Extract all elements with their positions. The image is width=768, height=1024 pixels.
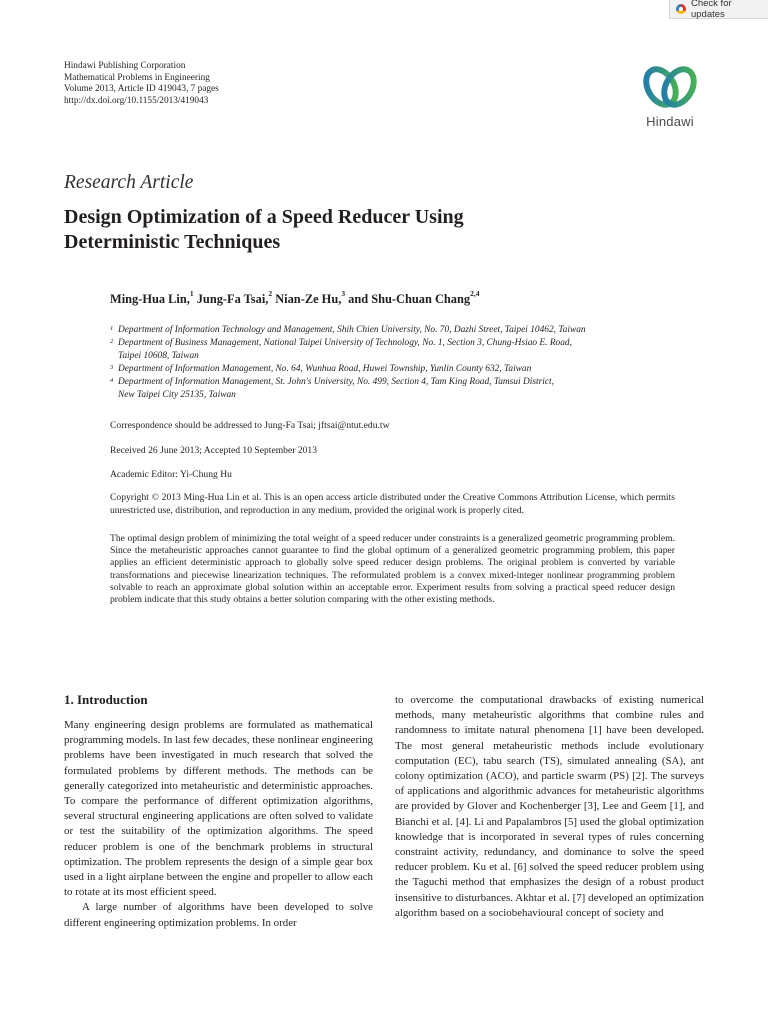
affiliation-text: Department of Information Technology and Management, Shih Chien University, No. 70, Dazhi Street, Taipei 10462, Taiwan bbox=[118, 325, 586, 335]
publisher-line: Hindawi Publishing Corporation bbox=[64, 61, 186, 71]
author-affil-sup: 2,4 bbox=[470, 289, 480, 298]
body-column-right bbox=[395, 693, 704, 921]
affiliation-continuation: New Taipei City 25135, Taiwan bbox=[118, 390, 236, 400]
affiliation-text: Department of Information Management, St. John's University, No. 499, Section 4, Tam King Road, Tamsui District, bbox=[118, 377, 554, 387]
paragraph: A large number of algorithms have been developed to solve different engineering optimization problems. In order bbox=[64, 901, 373, 929]
author-affil-sup: 3 bbox=[341, 289, 346, 298]
paragraph: Many engineering design problems are formulated as mathematical programming models. In last few decades, these nonlinear engineering problems have been investigated in much research that solved the formulated problems by different methods. The methods can be generally categorized into metaheuristic and deterministic approaches. To compare the performance of different optimization algorithms, several structural engineering applications are often solved to validate or test the suitability of the optimization algorithms. The speed reducer problem is one of the benchmark problems in structural optimization. The problem represents the design of a simple gear box used in a light airplane between the engine and propeller to allow each to rotate at its most efficient speed. bbox=[64, 719, 373, 899]
check-for-updates-label: Check for updates bbox=[690, 0, 732, 20]
author-name[interactable]: Jung-Fa Tsai, bbox=[196, 292, 269, 306]
hindawi-logo-icon bbox=[638, 62, 702, 112]
affiliation-number: 3 bbox=[110, 364, 114, 371]
hindawi-logo bbox=[638, 62, 702, 134]
affiliation-item bbox=[110, 376, 670, 389]
author-name[interactable]: Nian-Ze Hu, bbox=[275, 292, 342, 306]
crossmark-icon bbox=[676, 4, 686, 14]
journal-name: Mathematical Problems in Engineering bbox=[64, 72, 210, 83]
section-heading: 1. Introduction bbox=[64, 692, 148, 707]
author-name[interactable]: and Shu-Chuan Chang bbox=[348, 292, 471, 306]
volume-line: Volume 2013, Article ID 419043, 7 pages bbox=[64, 84, 219, 94]
received-line: Received 26 June 2013; Accepted 10 September 2013 bbox=[110, 445, 318, 456]
affiliation-item bbox=[110, 363, 670, 376]
affiliation-number: 1 bbox=[110, 325, 114, 332]
author-name[interactable]: Ming-Hua Lin, bbox=[110, 292, 190, 306]
academic-editor-line: Academic Editor: Yi-Chung Hu bbox=[110, 469, 232, 480]
logo-wordmark: Hindawi bbox=[646, 114, 694, 129]
affiliation-number: 2 bbox=[110, 338, 114, 345]
correspondence-line: Correspondence should be addressed to Jung-Fa Tsai; jftsai@ntut.edu.tw bbox=[110, 420, 390, 431]
affiliation-text: Department of Business Management, National Taipei University of Technology, No. 1, Section 3, Chung-Hsiao E. Road, bbox=[118, 338, 572, 348]
abstract: The optimal design problem of minimizing the total weight of a speed reducer under constraints is a generalized geometric programming problem. Since the metaheuristic approaches cannot guarantee to find the global optimum of a generalized geometric programming problem, this paper applies an efficient deterministic approach to globally solve speed reducer design problems. The original problem is converted by variable transformations and piecewise linearization techniques. The reformulated problem is a convex mixed-integer nonlinear programming problem solvable to reach an approximate global solution within an acceptable error. Experiment results from solving a practical speed reducer design problem indicate that this study obtains a better solution comparing with the other existing methods. bbox=[110, 533, 675, 606]
author-affil-sup: 1 bbox=[189, 289, 194, 298]
affiliation-item bbox=[110, 324, 670, 337]
journal-header bbox=[64, 61, 219, 107]
check-for-updates-button[interactable] bbox=[669, 0, 768, 19]
author-affil-sup: 2 bbox=[268, 289, 273, 298]
copyright-notice: Copyright © 2013 Ming-Hua Lin et al. This is an open access article distributed under the Creative Commons Attribution License, which permits unrestricted use, distribution, and reproduction in any medium, provided the original work is properly cited. bbox=[110, 492, 675, 516]
affiliation-text: Department of Information Management, No. 64, Wunhua Road, Huwei Township, Yunlin County 632, Taiwan bbox=[118, 364, 532, 374]
doi-link[interactable]: http://dx.doi.org/10.1155/2013/419043 bbox=[64, 95, 209, 106]
article-type: Research Article bbox=[64, 172, 194, 193]
article-title: Design Optimization of a Speed Reducer Using Deterministic Techniques bbox=[64, 206, 464, 253]
affiliations bbox=[110, 324, 670, 402]
author-list bbox=[110, 289, 480, 307]
affiliation-continuation: Taipei 10608, Taiwan bbox=[118, 351, 199, 361]
paragraph: to overcome the computational drawbacks of existing numerical methods, many metaheuristic algorithms that combine rules and randomness to imitate natural phenomena [1] have been developed. The most general metaheuristic methods include evolutionary computation (EC), tabu search (TS), simulated annealing (SA), ant colony optimization (ACO), and particle swarm (PS) [2]. The surveys of applications and algorithmic advances for metaheuristic algorithms are provided by Glover and Kochenberger [3], Lee and Geem [1], and Bianchi et al. [4]. Li and Papalambros [5] used the global optimization knowledge that is incorporated in several types of rules concerning constraint activity, redundancy, and dominance to solve the speed reducer problem. Ku et al. [6] solved the speed reducer problem using the Taguchi method that emphasizes the design of a robust product insensitive to disturbances. Akhtar et al. [7] developed an optimization algorithm based on a sociobehavioural concept of society and bbox=[395, 694, 704, 919]
affiliation-number: 4 bbox=[110, 377, 114, 384]
body-column-left bbox=[64, 718, 373, 931]
affiliation-item bbox=[110, 337, 670, 350]
